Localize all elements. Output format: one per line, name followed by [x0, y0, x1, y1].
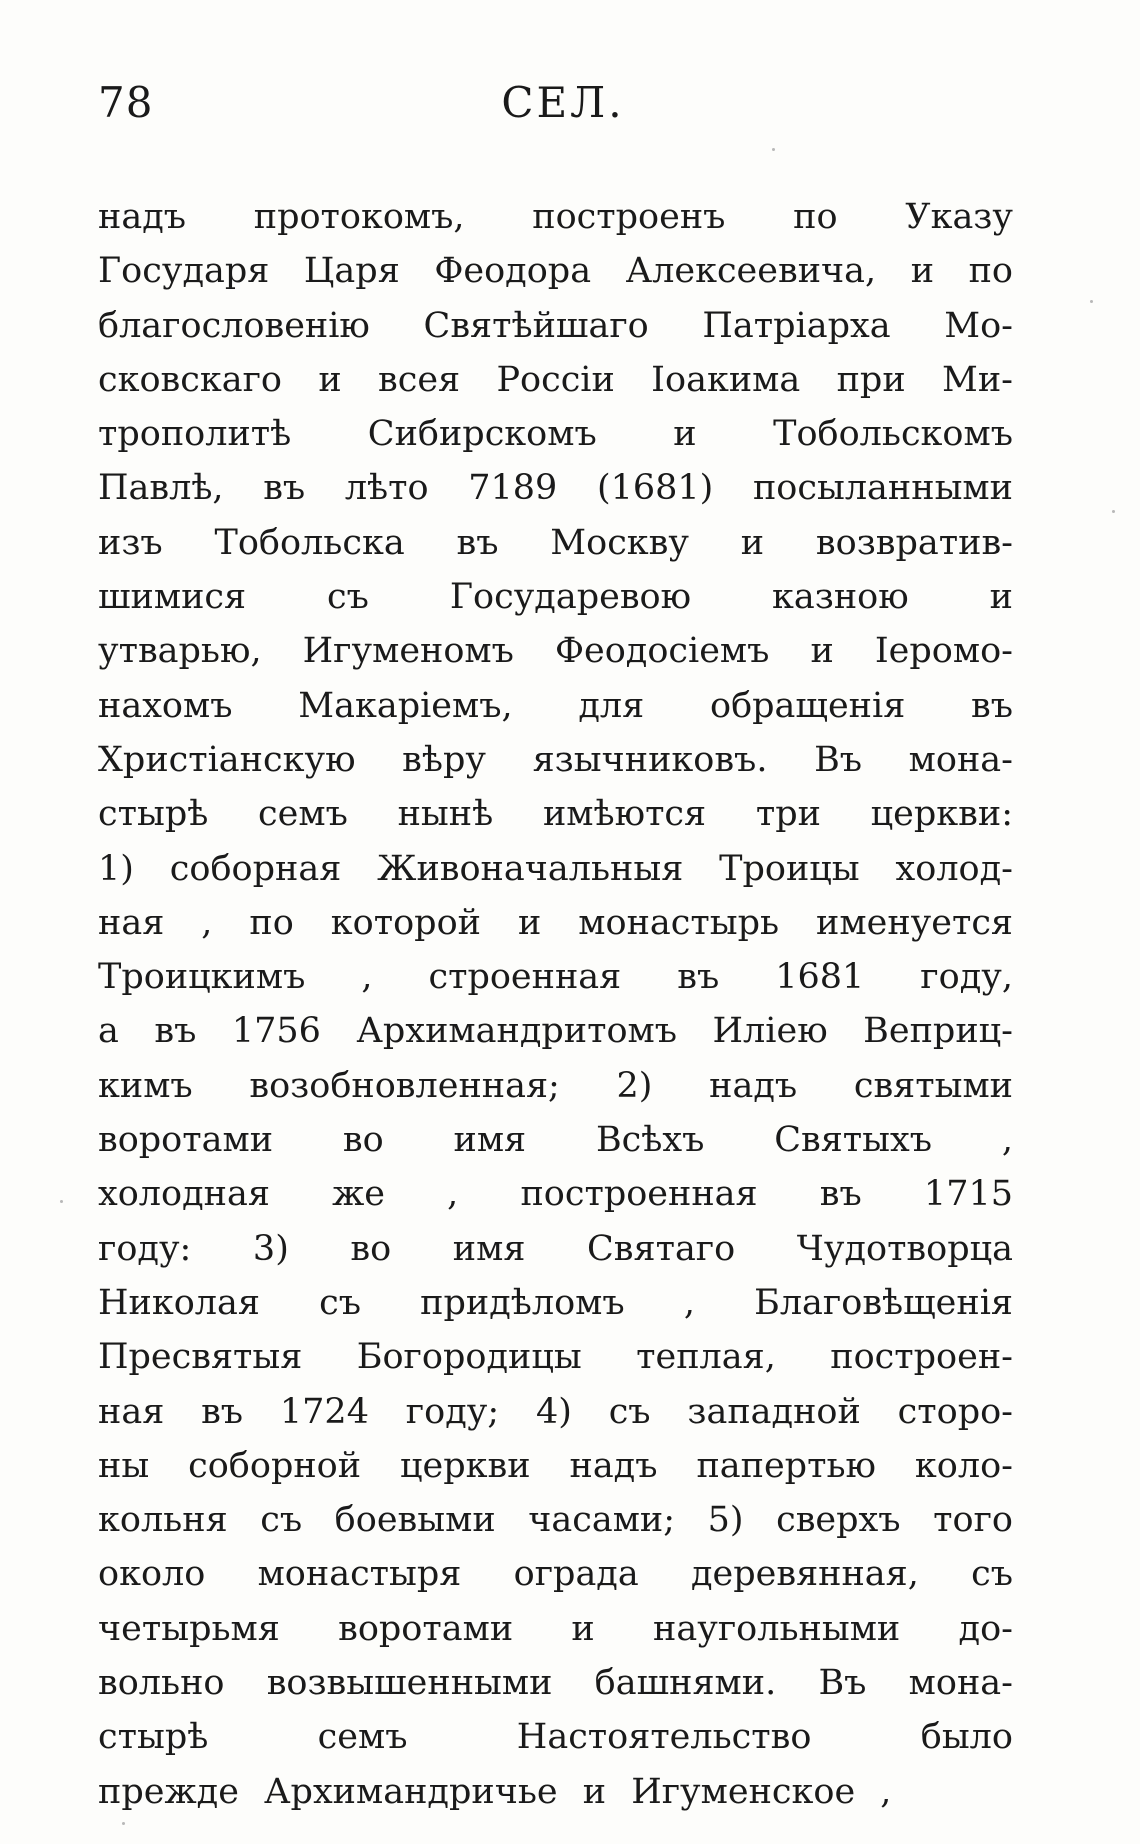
paper-speck: [1112, 510, 1115, 513]
text-line: ны соборной церкви надъ папертью коло-: [98, 1445, 1013, 1486]
page-number: 78: [98, 78, 154, 127]
text-line: нахомъ Макаріемъ, для обращенія въ: [98, 685, 1013, 726]
text-line: трополитѣ Сибирскомъ и Тобольскомъ: [98, 414, 1013, 455]
text-line: стырѣ семъ нынѣ имѣются три церкви:: [98, 794, 1013, 835]
text-line: Пресвятыя Богородицы теплая, построен-: [98, 1337, 1013, 1378]
text-line: ная , по которой и монастырь именуется: [98, 902, 1013, 943]
text-line: Троицкимъ , строенная въ 1681 году,: [98, 957, 1013, 998]
paper-speck: [122, 1822, 125, 1825]
text-line: около монастыря ограда деревянная, съ: [98, 1554, 1013, 1595]
text-line: воротами во имя Всѣхъ Святыхъ ,: [98, 1120, 1013, 1161]
text-line: изъ Тобольска въ Москву и возвратив-: [98, 522, 1013, 563]
text-line: ная въ 1724 году; 4) съ западной сторо-: [98, 1391, 1013, 1432]
text-line: надъ протокомъ, построенъ по Указу: [98, 197, 1013, 237]
page-header: [98, 78, 1028, 138]
text-line: прежде Архимандричье и Игуменское ,: [98, 1771, 892, 1812]
text-line: году: 3) во имя Святаго Чудотворца: [98, 1228, 1013, 1269]
text-line: шимися съ Государевою казною и: [98, 577, 1013, 618]
text-line: Государя Царя Феодора Алексеевича, и по: [98, 251, 1013, 292]
paper-speck: [60, 1200, 63, 1203]
text-line: Николая съ придѣломъ , Благовѣщенія: [98, 1282, 1013, 1323]
paper-speck: [772, 148, 775, 151]
text-line: стырѣ семъ Настоятельство было: [98, 1717, 1013, 1758]
text-line: кольня съ боевыми часами; 5) сверхъ того: [98, 1500, 1013, 1541]
text-line: 1) соборная Живоначальныя Троицы холод-: [98, 848, 1013, 889]
text-line: вольно возвышенными башнями. Въ мона-: [98, 1663, 1013, 1704]
text-line: утварью, Игуменомъ Феодосіемъ и Іеромо-: [98, 631, 1013, 672]
text-line: Павлѣ, въ лѣто 7189 (1681) посыланными: [98, 468, 1013, 509]
text-line: холодная же , построенная въ 1715: [98, 1174, 1013, 1215]
text-line: кимъ возобновленная; 2) надъ святыми: [98, 1065, 1013, 1106]
running-head: СЕЛ.: [501, 78, 625, 127]
body-text: [98, 190, 1013, 1819]
text-line: благословенію Святѣйшаго Патріарха Мо-: [98, 305, 1013, 346]
text-line: сковскаго и всея Россіи Іоакима при Ми-: [98, 359, 1013, 400]
text-line: Христіанскую вѣру язычниковъ. Въ мона-: [98, 739, 1013, 780]
paper-speck: [1090, 300, 1093, 303]
text-line: четырьмя воротами и наугольными до-: [98, 1608, 1013, 1649]
text-line: а въ 1756 Архимандритомъ Иліею Веприц-: [98, 1011, 1013, 1052]
